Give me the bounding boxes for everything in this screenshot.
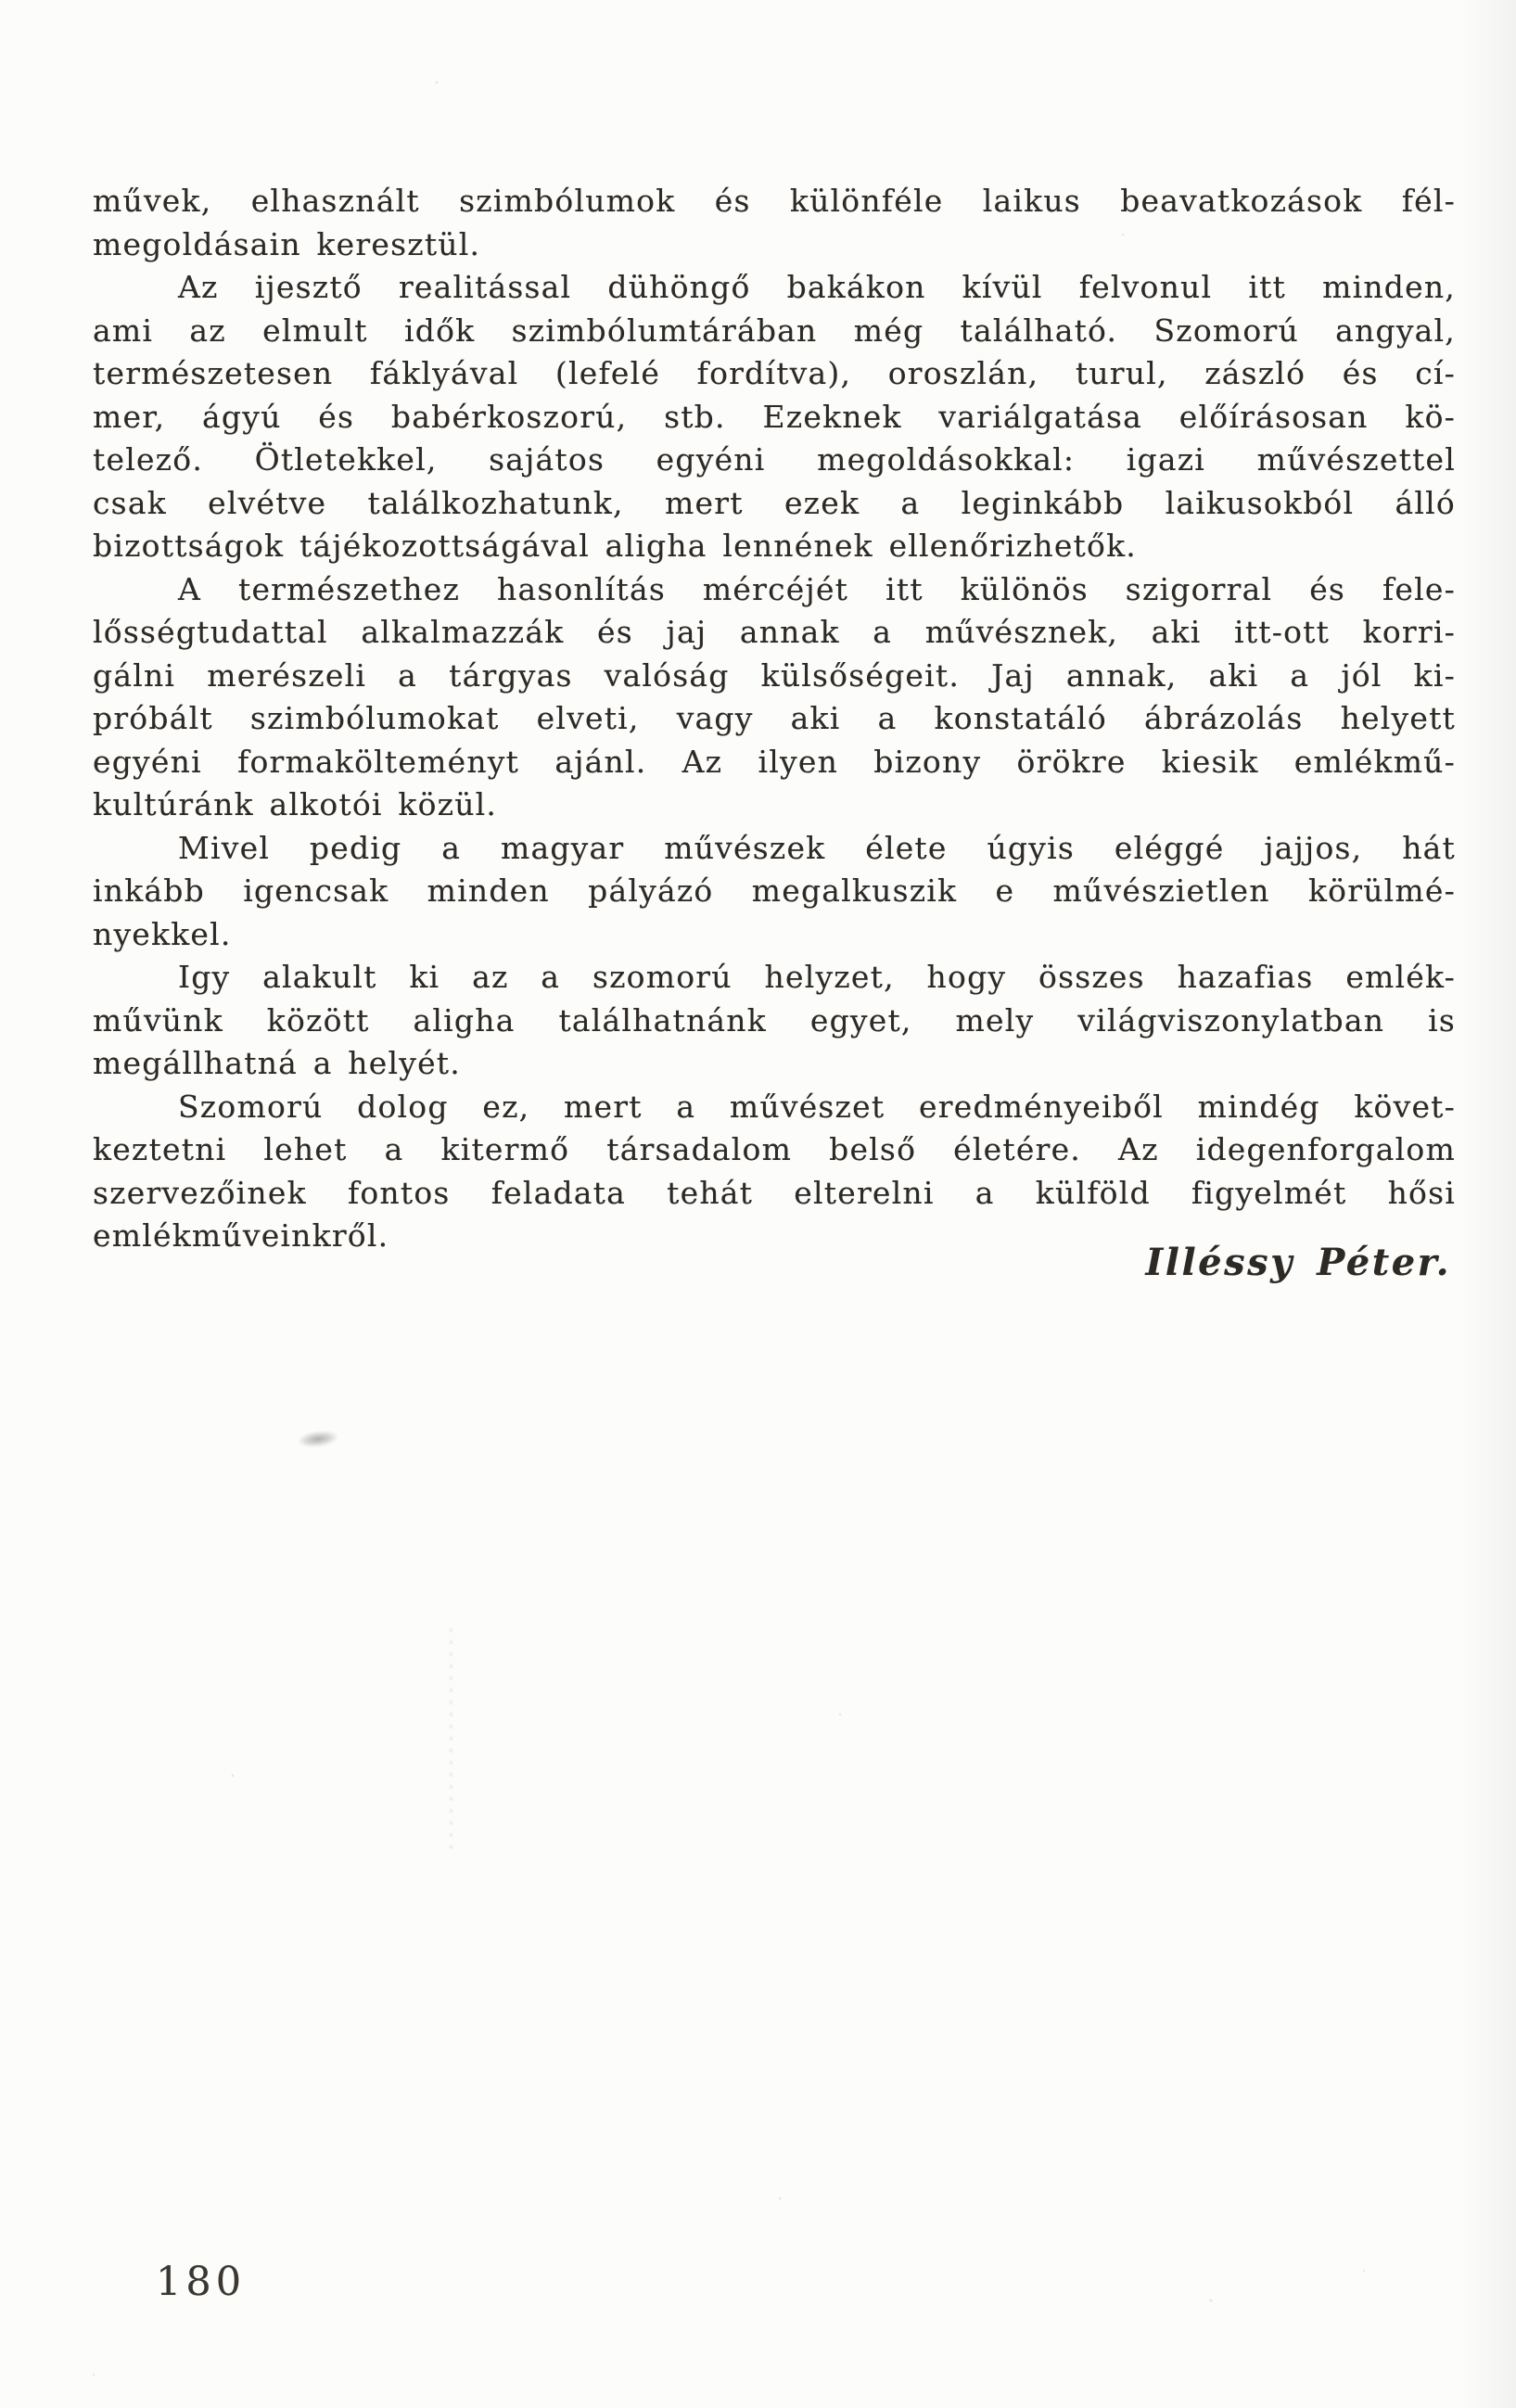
author-signature: Illéssy Péter. xyxy=(1145,1241,1451,1284)
ink-smudge-artifact xyxy=(298,1430,338,1449)
text-line: Az ijesztő realitással dühöngő bakákon kívül felvonul itt minden, xyxy=(178,269,1456,305)
text-line: egyéni formakölteményt ajánl. Az ilyen bizony örökre kiesik emlékmű- xyxy=(93,743,1456,780)
text-line: kultúránk alkotói közül. xyxy=(93,786,498,822)
body-text xyxy=(93,180,1456,1258)
text-line: próbált szimbólumokat elveti, vagy aki a konstatáló ábrázolás helyett xyxy=(93,700,1456,736)
paper-speck-artifacts xyxy=(0,0,2,2)
text-line: Szomorú dolog ez, mert a művészet eredményeiből mindég követ- xyxy=(178,1088,1456,1125)
text-line: emlékműveinkről. xyxy=(93,1217,389,1254)
text-line: nyekkel. xyxy=(93,915,232,952)
text-line: Igy alakult ki az a szomorú helyzet, hogy összes hazafias emlék- xyxy=(178,959,1456,995)
text-line: megállhatná a helyét. xyxy=(93,1045,461,1081)
scan-streak-artifact xyxy=(450,1628,452,1849)
text-line: csak elvétve találkozhatunk, mert ezek a leginkább laikusokból álló xyxy=(93,484,1456,521)
text-line: megoldásain keresztül. xyxy=(93,225,481,262)
text-line: telező. Ötletekkel, sajátos egyéni megoldásokkal: igazi művészettel xyxy=(93,441,1456,478)
text-line: szervezőinek fontos feladata tehát elterelni a külföld figyelmét hősi xyxy=(93,1174,1456,1211)
page-number: 180 xyxy=(156,2259,247,2305)
text-line: művek, elhasznált szimbólumok és különféle laikus beavatkozások fél- xyxy=(93,183,1456,219)
text-line: természetesen fáklyával (lefelé fordítva), oroszlán, turul, zászló és cí- xyxy=(93,355,1456,391)
text-line: mer, ágyú és babérkoszorú, stb. Ezeknek variálgatása előírásosan kö- xyxy=(93,398,1456,435)
text-line: bizottságok tájékozottságával aligha lennének ellenőrizhetők. xyxy=(93,528,1137,564)
text-line: inkább igencsak minden pályázó megalkuszik e művészietlen körülmé- xyxy=(93,873,1456,909)
text-line: keztetni lehet a kitermő társadalom belső életére. Az idegenforgalom xyxy=(93,1131,1456,1167)
text-line: A természethez hasonlítás mércéjét itt különös szigorral és fele- xyxy=(178,570,1456,607)
text-line: Mivel pedig a magyar művészek élete úgyis eléggé jajjos, hát xyxy=(178,829,1456,866)
text-line: művünk között aligha találhatnánk egyet, mely világviszonylatban is xyxy=(93,1001,1456,1038)
text-line: lősségtudattal alkalmazzák és jaj annak a művésznek, aki itt-ott korri- xyxy=(93,614,1456,650)
text-line: ami az elmult idők szimbólumtárában még található. Szomorú angyal, xyxy=(93,312,1456,349)
text-line: gálni merészeli a tárgyas valóság külsőségeit. Jaj annak, aki a jól ki- xyxy=(93,656,1456,694)
